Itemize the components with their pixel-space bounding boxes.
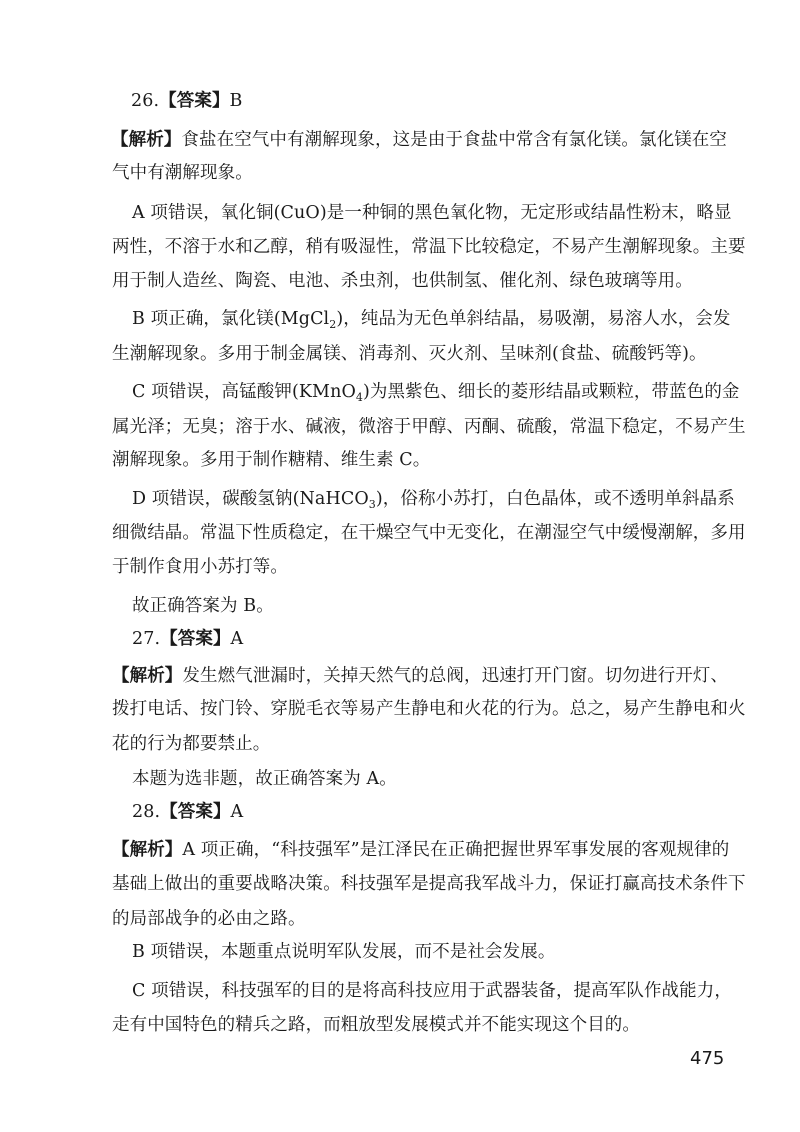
q26-option-c-line-1 [132, 380, 740, 404]
q27-analysis-text-1: 发生燃气泄漏时，关掉天然气的总阀，迅速打开门窗。切勿进行开灯、 [182, 666, 729, 686]
q26-option-d-text-post: )，俗称小苏打，白色晶体，或不透明单斜晶系 [375, 489, 735, 509]
q28-analysis-line-2: 基础上做出的重要战略决策。科技强军是提高我军战斗力，保证打赢高技术条件下 [112, 874, 746, 894]
q28-analysis-tag: 【解析】 [112, 840, 183, 860]
q27-answer: A [230, 629, 244, 649]
q26-option-d-line-3: 于制作食用小苏打等。 [112, 557, 288, 577]
q26-analysis-line-1 [111, 128, 727, 152]
q28-answer-line [132, 800, 243, 824]
q27-analysis-line-3: 花的行为都要禁止。 [112, 734, 271, 754]
q26-option-d-line-1 [132, 487, 735, 511]
q27-conclusion: 本题为选非题，故正确答案为 A。 [132, 769, 397, 789]
q26-option-c-text-pre: C 项错误，高锰酸钾(KMnO [132, 382, 356, 402]
q26-option-a-line-1: A 项错误，氧化铜(CuO)是一种铜的黑色氧化物，无定形或结晶性粉末，略显 [132, 203, 732, 223]
q26-answer: B [229, 91, 243, 111]
q26-option-c-subscript: 4 [355, 391, 363, 404]
q28-analysis-line-3: 的局部战争的必由之路。 [112, 909, 306, 929]
q27-analysis-tag: 【解析】 [112, 666, 183, 686]
q28-option-b-line-1: B 项错误，本题重点说明军队发展，而不是社会发展。 [132, 942, 556, 962]
q26-option-b-text-pre: B 项正确，氯化镁(MgCl [132, 309, 330, 329]
q26-option-c-line-2: 属光泽；无臭；溶于水、碱液，微溶于甲醇、丙酮、硫酸，常温下稳定，不易产生 [112, 417, 746, 437]
q26-option-b-line-2: 生潮解现象。多用于制金属镁、消毒剂、灭火剂、呈味剂(食盐、硫酸钙等)。 [112, 344, 707, 364]
q26-option-c-line-3: 潮解现象。多用于制作糖精、维生素 C。 [112, 450, 431, 470]
q26-analysis-text-1: 食盐在空气中有潮解现象，这是由于食盐中常含有氯化镁。氯化镁在空 [181, 130, 728, 150]
q26-answer-tag: 【答案】 [159, 91, 230, 111]
q26-conclusion: 故正确答案为 B。 [132, 596, 274, 616]
page-number: 475 [690, 1048, 725, 1069]
q26-option-b-subscript: 2 [329, 318, 337, 331]
q26-option-d-subscript: 3 [368, 498, 376, 511]
q26-number: 26. [131, 91, 160, 111]
q28-analysis-line-1 [112, 838, 729, 862]
q28-answer: A [230, 802, 244, 822]
q27-analysis-line-2: 拨打电话、按门铃、穿脱毛衣等易产生静电和火花的行为。总之，易产生静电和火 [112, 699, 746, 719]
q26-option-a-line-3: 用于制人造丝、陶瓷、电池、杀虫剂，也供制氢、催化剂、绿色玻璃等用。 [112, 271, 693, 291]
q26-analysis-tag: 【解析】 [111, 130, 182, 150]
q26-option-b-text-post: )，纯品为无色单斜结晶，易吸潮，易溶人水，会发 [336, 309, 731, 329]
q28-analysis-text-1: A 项正确，“科技强军”是江泽民在正确把握世界军事发展的客观规律的 [182, 840, 730, 860]
q26-option-d-text-pre: D 项错误，碳酸氢钠(NaHCO [132, 489, 369, 509]
q26-option-c-text-post: )为黑紫色、细长的菱形结晶或颗粒，带蓝色的金 [363, 382, 740, 402]
q28-answer-tag: 【答案】 [160, 802, 231, 822]
q27-answer-tag: 【答案】 [160, 629, 231, 649]
q26-option-a-line-2: 两性，不溶于水和乙醇，稍有吸湿性，常温下比较稳定，不易产生潮解现象。主要 [112, 237, 746, 257]
q26-analysis-line-2: 气中有潮解现象。 [112, 163, 253, 183]
q26-answer-line [131, 89, 243, 113]
q28-option-c-line-2: 走有中国特色的精兵之路，而粗放型发展模式并不能实现这个目的。 [112, 1015, 640, 1035]
q27-answer-line [132, 627, 243, 651]
q28-number: 28. [132, 802, 161, 822]
q26-option-b-line-1 [132, 307, 731, 331]
q27-number: 27. [132, 629, 161, 649]
q27-analysis-line-1 [112, 664, 728, 688]
q28-option-c-line-1: C 项错误，科技强军的目的是将高科技应用于武器装备，提高军队作战能力， [132, 981, 732, 1001]
q26-option-d-line-2: 细微结晶。常温下性质稳定，在干燥空气中无变化，在潮湿空气中缓慢潮解，多用 [112, 523, 746, 543]
